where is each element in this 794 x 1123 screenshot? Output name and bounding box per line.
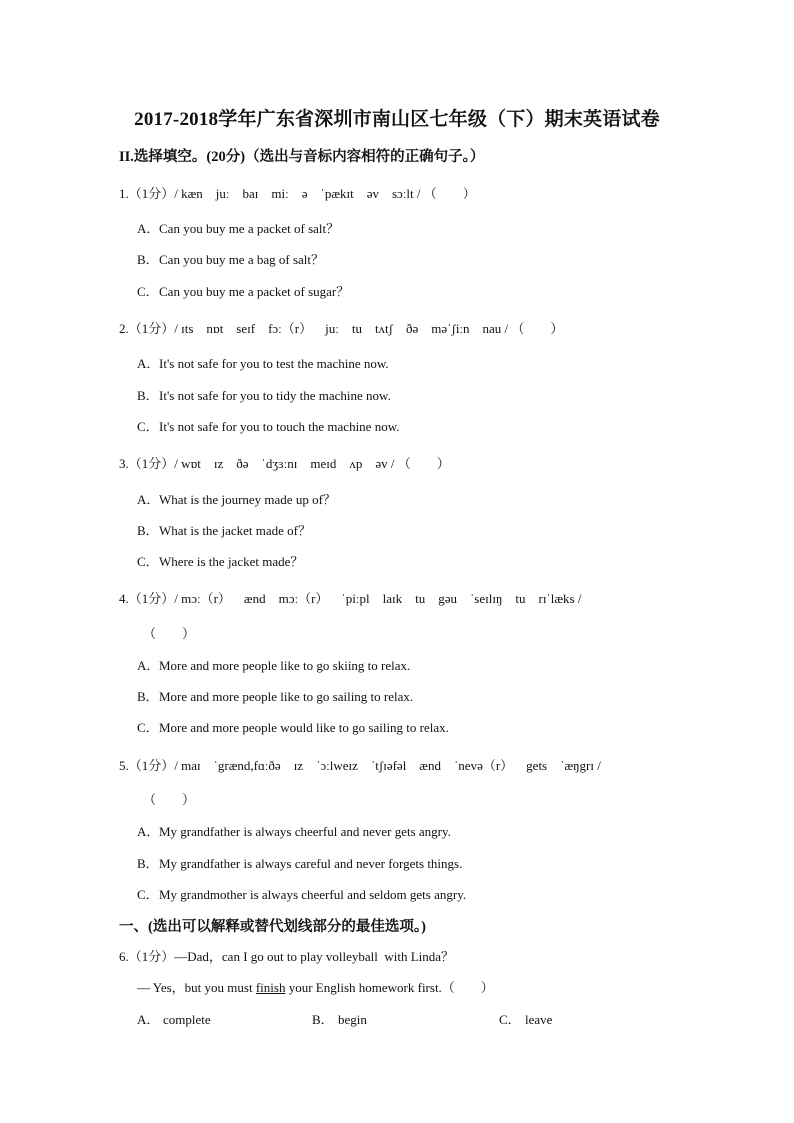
question-5-option-a[interactable]: A．My grandfather is always cheerful and never gets angry. xyxy=(137,824,451,839)
question-6-option-a[interactable]: A． complete xyxy=(137,1012,211,1027)
question-3-option-a[interactable]: A．What is the journey made up of？ xyxy=(137,492,336,507)
question-4-stem: 4.（1分）/ mɔː（r） ænd mɔː（r） ˈpiːpl laɪk tu gəu ˈseɪlɪŋ tu rɪˈlæks / xyxy=(119,591,582,606)
question-2-option-c[interactable]: C．It's not safe for you to touch the machine now. xyxy=(137,419,400,434)
question-2-stem: 2.（1分）/ ɪts nɒt seɪf fɔː（r） juː tu tʌtʃ ðə məˈʃiːn nau / （ ） xyxy=(119,321,564,336)
question-1-option-a[interactable]: A．Can you buy me a packet of salt？ xyxy=(137,221,340,236)
section-heading-synonym: 一、(选出可以解释或替代划线部分的最佳选项。) xyxy=(119,919,426,935)
question-4-option-c[interactable]: C．More and more people would like to go sailing to relax. xyxy=(137,720,449,735)
page-title: 2017-2018学年广东省深圳市南山区七年级（下）期末英语试卷 xyxy=(134,109,660,130)
underlined-word: finish xyxy=(255,980,286,995)
question-6-answer-line: — Yes，but you must finish your English homework first.（ ） xyxy=(137,980,494,995)
question-1-option-c[interactable]: C．Can you buy me a packet of sugar？ xyxy=(137,284,350,299)
question-4-answer-blank: （ ） xyxy=(143,626,196,641)
question-4-option-b[interactable]: B．More and more people like to go sailing to relax. xyxy=(137,689,414,704)
question-5-stem: 5.（1分）/ maɪ ˈgrænd,fɑːðə ɪz ˈɔːlweɪz ˈtʃɪəfəl ænd ˈnevə（r） gets ˈæŋgrɪ / xyxy=(119,758,601,773)
question-5-option-b[interactable]: B．My grandfather is always careful and never forgets things. xyxy=(137,856,463,871)
question-2-option-a[interactable]: A．It's not safe for you to test the machine now. xyxy=(137,356,389,371)
question-4-option-a[interactable]: A．More and more people like to go skiing to relax. xyxy=(137,658,411,673)
question-6-stem: 6.（1分）—Dad，can I go out to play volleyball with Linda？ xyxy=(119,949,455,964)
section-heading-choice: II.选择填空。(20分)（选出与音标内容相符的正确句子。） xyxy=(119,149,485,165)
question-6-option-c[interactable]: C． leave xyxy=(499,1012,553,1027)
question-2-option-b[interactable]: B．It's not safe for you to tidy the machine now. xyxy=(137,388,391,403)
question-5-answer-blank: （ ） xyxy=(143,792,196,807)
question-1-stem: 1.（1分）/ kæn juː baɪ miː ə ˈpækɪt əv sɔːlt / （ ） xyxy=(119,186,476,201)
question-1-option-b[interactable]: B．Can you buy me a bag of salt？ xyxy=(137,252,324,267)
question-3-option-b[interactable]: B．What is the jacket made of？ xyxy=(137,523,311,538)
question-3-stem: 3.（1分）/ wɒt ɪz ðə ˈdʒɜːnɪ meɪd ʌp əv / （ ） xyxy=(119,456,450,471)
question-5-option-c[interactable]: C．My grandmother is always cheerful and seldom gets angry. xyxy=(137,887,467,902)
question-6-option-b[interactable]: B． begin xyxy=(312,1012,367,1027)
question-3-option-c[interactable]: C．Where is the jacket made？ xyxy=(137,554,304,569)
